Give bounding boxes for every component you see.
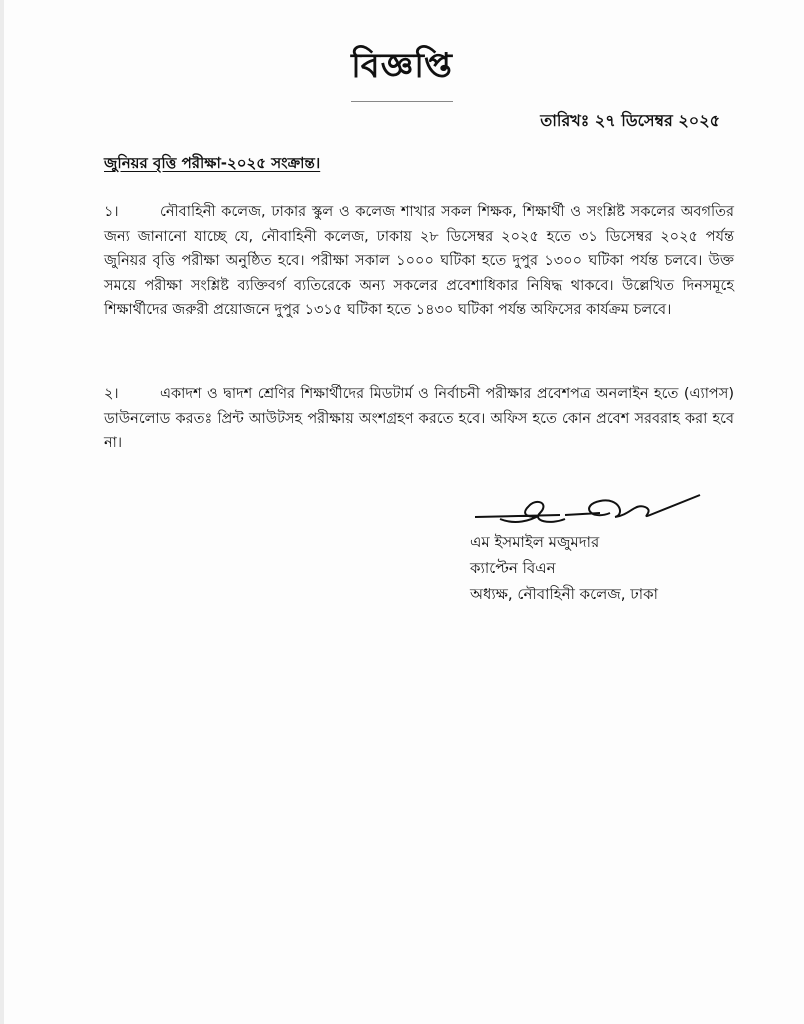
- paragraph-number: ১।: [104, 204, 119, 220]
- notice-title: বিজ্ঞপ্তি: [351, 40, 453, 102]
- paragraph-1: [104, 200, 734, 323]
- page-edge: [0, 0, 4, 1024]
- signatory-name: এম ইসমাইল মজুমদার: [470, 533, 600, 551]
- signature-block: [470, 485, 710, 607]
- paragraph-number: ২।: [104, 386, 119, 402]
- signature-icon: [470, 485, 710, 529]
- paragraph-text: একাদশ ও দ্বাদশ শ্রেণির শিক্ষার্থীদের মিডটার্ম ও নির্বাচনী পরীক্ষার প্রবেশপত্র অনলাইন হতে (এ্যাপস) ডাউনলোড করতঃ প্রিন্ট আউটসহ পরীক্ষায় অংশগ্রহণ করতে হবে। অফিস হতে কোন প্রবেশ সরবরাহ করা হবে না।: [104, 386, 734, 451]
- notice-title-wrapper: [0, 40, 804, 102]
- signatory-designation: অধ্যক্ষ, নৌবাহিনী কলেজ, ঢাকা: [470, 585, 658, 603]
- paragraph-text: নৌবাহিনী কলেজ, ঢাকার স্কুল ও কলেজ শাখার সকল শিক্ষক, শিক্ষার্থী ও সংশ্লিষ্ট সকলের অবগতির জন্য জানানো যাচ্ছে যে, নৌবাহিনী কলেজ, ঢাকায় ২৮ ডিসেম্বর ২০২৫ হতে ৩১ ডিসেম্বর ২০২৫ পর্যন্ত জুনিয়র বৃত্তি পরীক্ষা অনুষ্ঠিত হবে। পরীক্ষা সকাল ১০০০ ঘটিকা হতে দুপুর ১৩০০ ঘটিকা পর্যন্ত চলবে। উক্ত সময়ে পরীক্ষা সংশ্লিষ্ট ব্যক্তিবর্গ ব্যতিরেকে অন্য সকলের প্রবেশাধিকার নিষিদ্ধ থাকবে। উল্লেখিত দিনসমূহে শিক্ষার্থীদের জরুরী প্রয়োজনে দুপুর ১৩১৫ ঘটিকা হতে ১৪৩০ ঘটিকা পর্যন্ত অফিসের কার্যক্রম চলবে।: [104, 204, 734, 318]
- notice-date: তারিখঃ ২৭ ডিসেম্বর ২০২৫: [540, 111, 720, 130]
- notice-subject: জুনিয়র বৃত্তি পরীক্ষা-২০২৫ সংক্রান্ত।: [104, 154, 321, 172]
- signatory-rank: ক্যাপ্টেন বিএন: [470, 559, 556, 577]
- paragraph-2: [104, 382, 734, 456]
